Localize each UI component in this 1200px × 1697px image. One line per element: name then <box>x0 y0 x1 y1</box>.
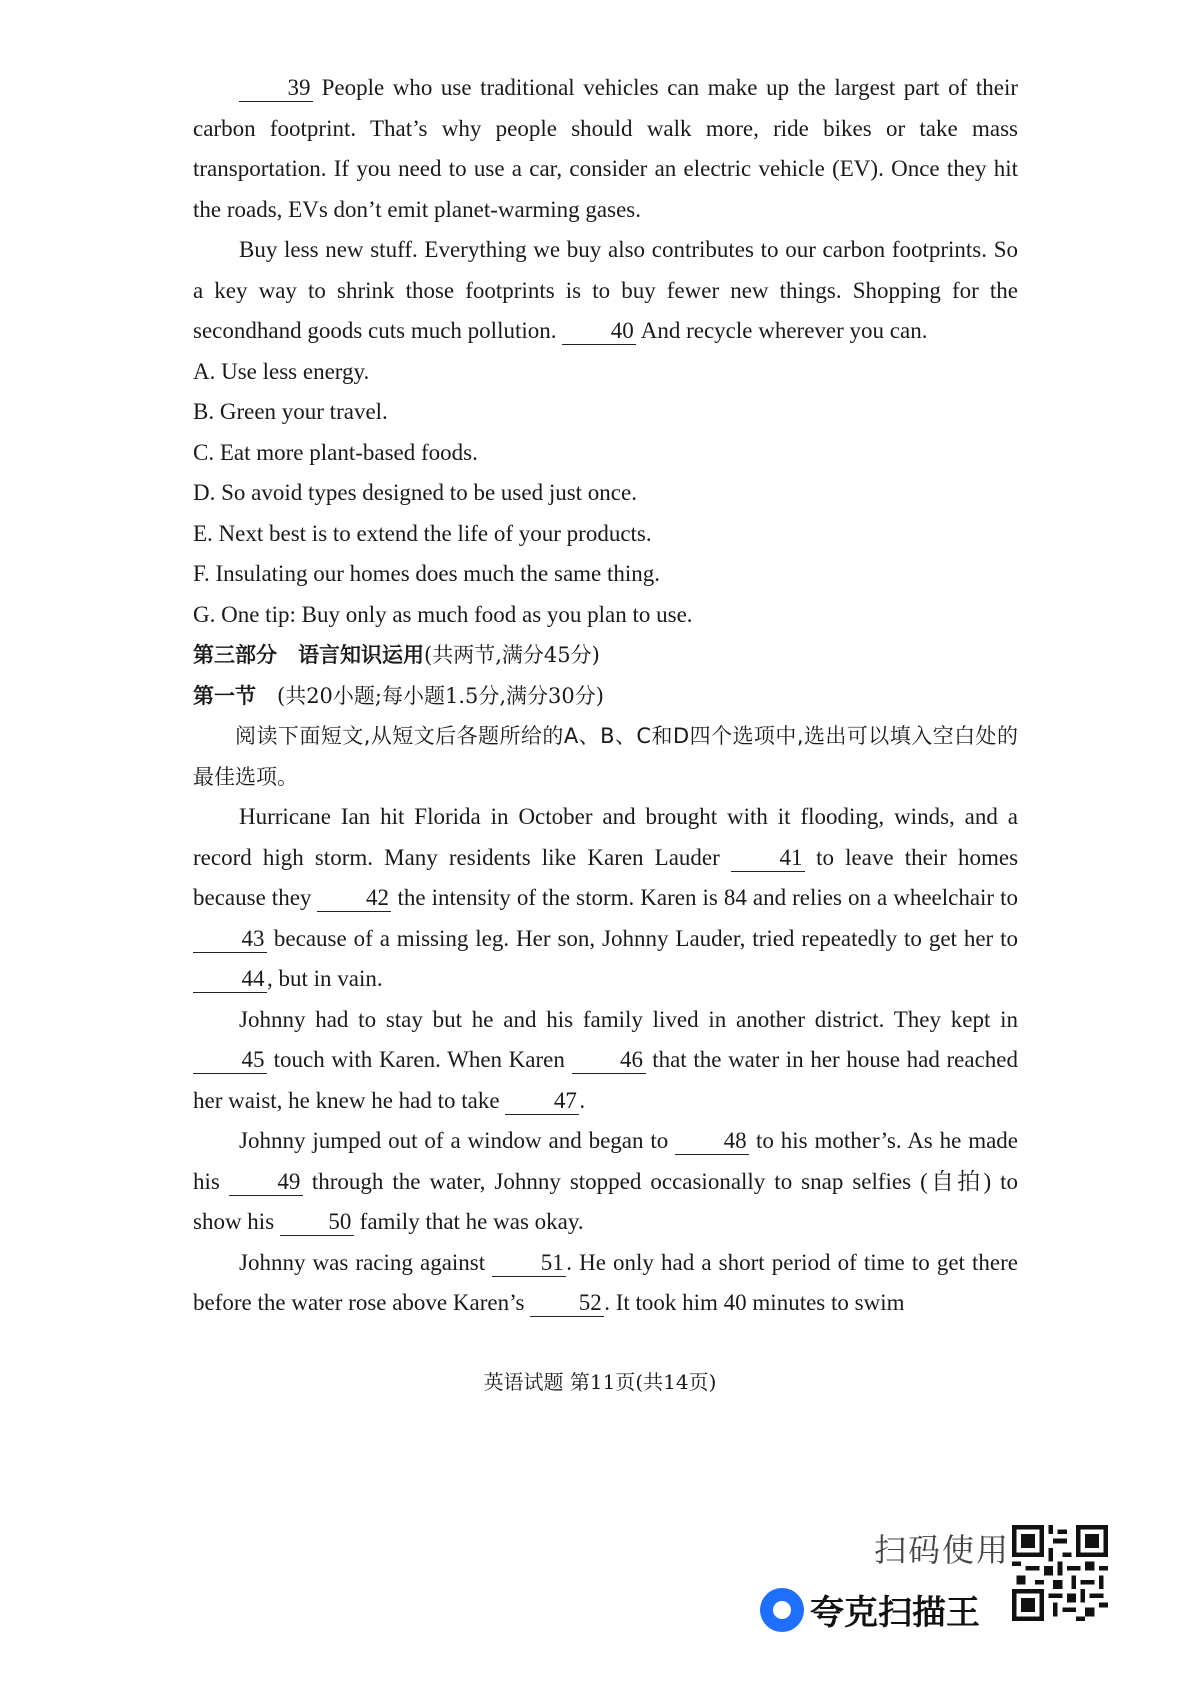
answer-blank[interactable]: 52 <box>530 1290 604 1317</box>
instruction: 阅读下面短文,从短文后各题所给的A、B、C和D四个选项中,选出可以填入空白处的最佳选项。 <box>193 724 1018 789</box>
paragraph <box>193 68 1018 230</box>
option-item: G. One tip: Buy only as much food as you plan to use. <box>193 601 693 627</box>
paragraph-text: And recycle wherever you can. <box>640 318 928 343</box>
answer-blank[interactable]: 43 <box>193 926 267 953</box>
option-item: F. Insulating our homes does much the same thing. <box>193 561 661 586</box>
scan-prompt: 扫码使用 <box>873 1531 1010 1569</box>
paragraph <box>193 230 1018 352</box>
paragraph-text: . It took him 40 minutes to swim <box>604 1290 905 1315</box>
paragraph-text: touch with Karen. When Karen <box>273 1047 565 1072</box>
paragraph-text: Johnny had to stay but he and his family lived in another district. They kept in <box>239 1006 1018 1032</box>
paragraph-text: the intensity of the storm. Karen is 84 and relies on a wheelchair to <box>397 885 1019 910</box>
paragraph-text: Johnny was racing against <box>239 1249 486 1275</box>
answer-blank[interactable]: 47 <box>505 1088 579 1115</box>
option-item: D. So avoid types designed to be used just once. <box>193 480 637 505</box>
paragraph-text: to his mother’s. As he made his <box>193 1128 1019 1194</box>
option-item: A. Use less energy. <box>193 358 370 384</box>
option-item: E. Next best is to extend the life of your products. <box>193 520 652 546</box>
paragraph-text: family that he was okay. <box>359 1209 584 1234</box>
paragraph-text: through the water, Johnny stopped occasionally to snap selfies (自拍) to show his <box>193 1168 1019 1234</box>
scanner-watermark <box>760 1525 1010 1645</box>
answer-blank[interactable]: 44 <box>193 966 267 993</box>
option-item: B. Green your travel. <box>193 399 388 424</box>
section-title <box>193 676 1018 717</box>
brand-name: 夸克扫描王 <box>810 1593 980 1633</box>
paragraph <box>193 1000 1018 1122</box>
option-item: C. Eat more plant-based foods. <box>193 439 478 465</box>
paragraph-text: , but in vain. <box>267 966 383 991</box>
answer-blank[interactable]: 51 <box>492 1250 566 1277</box>
part-title-text: 第三部分 语言知识运用 <box>193 643 424 667</box>
answer-blank[interactable]: 48 <box>675 1128 749 1155</box>
page-content <box>193 68 1018 1324</box>
brand-logo <box>760 1585 980 1634</box>
paragraph-text: Hurricane Ian hit Florida in October and brought with it flooding, winds, and a record high storm. Many residents like Karen Lauder <box>193 804 1018 870</box>
paragraph-text: People who use traditional vehicles can make up the largest part of their carbon footprint. That’s why people should walk more, ride bikes or take mass transportation. If you need to use a car, consider an electric vehicle (EV). Once they hit the roads, EVs don’t emit planet-warming gases. <box>193 75 1019 222</box>
paragraph <box>193 1121 1018 1243</box>
paragraph <box>193 797 1018 1000</box>
section-title-note: (共20小题;每小题1.5分,满分30分) <box>277 683 604 708</box>
answer-blank[interactable]: 49 <box>229 1169 303 1196</box>
paragraph <box>193 1243 1018 1324</box>
answer-blank[interactable]: 39 <box>239 75 313 102</box>
part-title <box>193 635 1018 676</box>
answer-blank[interactable]: 50 <box>280 1209 354 1236</box>
paragraph-text: because of a missing leg. Her son, Johnny Lauder, tried repeatedly to get her to <box>273 925 1019 951</box>
answer-blank[interactable]: 40 <box>562 318 636 345</box>
qr-code-icon[interactable] <box>1012 1525 1108 1621</box>
paragraph-text: . He only had a short period of time to get there before the water rose above Karen’s <box>193 1249 1018 1315</box>
options-list <box>193 352 1018 636</box>
answer-blank[interactable]: 41 <box>731 845 805 872</box>
paragraph-text: Buy less new stuff. Everything we buy also contributes to our carbon footprints. So a key way to shrink those footprints is to buy fewer new things. Shopping for the secondhand goods cuts much pollution. <box>193 237 1018 343</box>
answer-blank[interactable]: 42 <box>317 885 391 912</box>
paragraph-text: that the water in her house had reached her waist, he knew he had to take <box>193 1047 1019 1113</box>
paragraph-text: . <box>579 1087 586 1113</box>
paragraph-text: Johnny jumped out of a window and began to <box>239 1128 669 1153</box>
answer-blank[interactable]: 45 <box>193 1047 267 1074</box>
section-title-text: 第一节 <box>193 683 256 708</box>
paragraph-text: to leave their homes because they <box>193 844 1019 910</box>
page-footer: 英语试题 第11页(共14页) <box>483 1370 717 1394</box>
part-title-note: (共两节,满分45分) <box>424 643 600 667</box>
brand-logo-icon <box>760 1588 804 1632</box>
answer-blank[interactable]: 46 <box>572 1047 646 1074</box>
